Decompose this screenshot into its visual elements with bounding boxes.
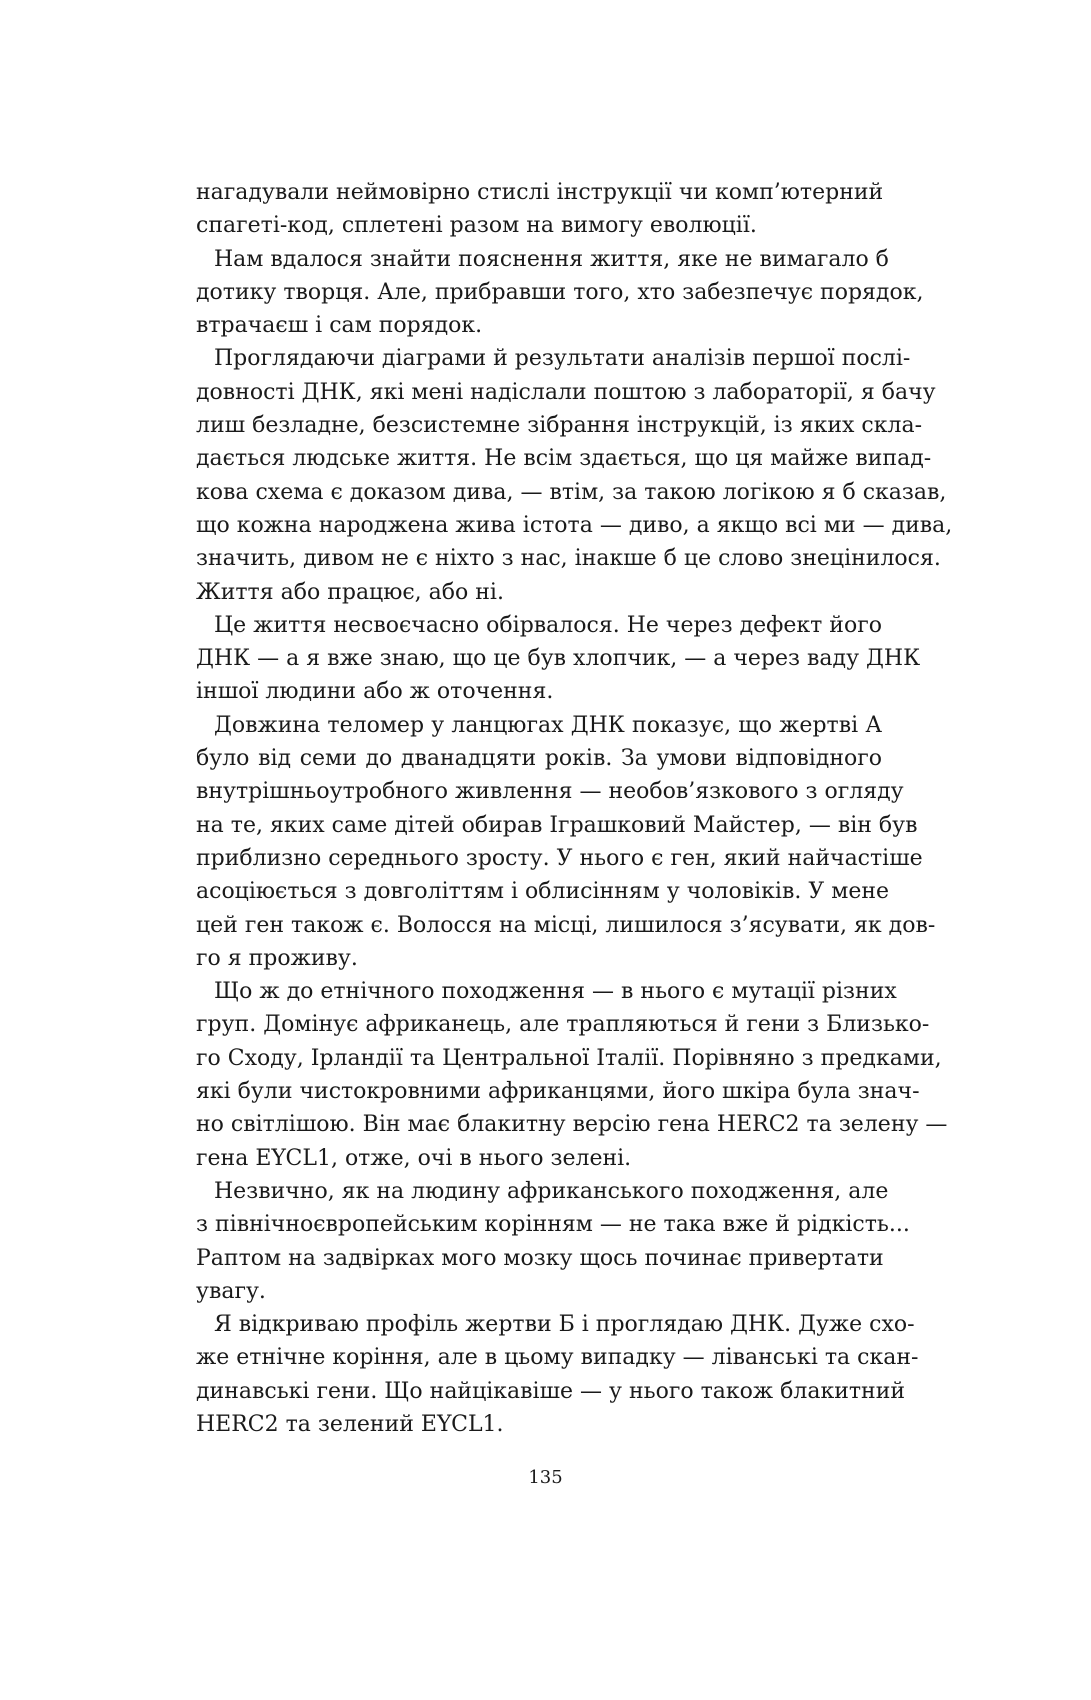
paragraph bbox=[196, 975, 948, 1175]
paragraph bbox=[196, 176, 882, 243]
text-line: HERC2 та зелений EYCL1. bbox=[196, 1411, 504, 1437]
paragraph bbox=[196, 1308, 919, 1441]
text-line: но світлішою. Він має блакитну версію гена HERC2 та зелену — bbox=[196, 1112, 948, 1138]
text-line: Незвично, як на людину африканського походження, але bbox=[214, 1178, 889, 1204]
text-line: Нам вдалося знайти пояснення життя, яке не вимагало б bbox=[214, 246, 889, 272]
text-line: що кожна народжена жива істота — диво, а якщо всі ми — дива, bbox=[196, 512, 953, 538]
text-line: Я відкриваю профіль жертви Б і проглядаю ДНК. Дуже схо- bbox=[214, 1312, 915, 1338]
text-line: приблизно середнього зросту. У нього є ген, який найчастіше bbox=[196, 845, 923, 871]
text-line: Довжина теломер у ланцюгах ДНК показує, що жертві А bbox=[214, 712, 882, 738]
paragraph bbox=[196, 1175, 910, 1308]
text-line: цей ген також є. Волосся на місці, лишилося з’ясувати, як дов- bbox=[196, 912, 936, 938]
text-line: довності ДНК, які мені надіслали поштою з лабораторії, я бачу bbox=[196, 379, 936, 405]
page-number: 135 bbox=[528, 1467, 563, 1488]
paragraph bbox=[196, 243, 924, 343]
text-line: го я проживу. bbox=[196, 945, 358, 971]
text-line: дотику творця. Але, прибравши того, хто забезпечує порядок, bbox=[196, 279, 924, 305]
text-line: внутрішньоутробного живлення — необов’язкового з огляду bbox=[196, 779, 904, 805]
text-line: го Сходу, Ірландії та Центральної Італії. Порівняно з предками, bbox=[196, 1045, 942, 1071]
text-line: втрачаєш і сам порядок. bbox=[196, 313, 483, 339]
text-line: груп. Домінує африканець, але трапляються й гени з Близько- bbox=[196, 1012, 930, 1038]
text-line: же етнічне коріння, але в цьому випадку — ліванські та скан- bbox=[196, 1345, 919, 1371]
text-line: на те, яких саме дітей обирав Іграшковий Майстер, — він був bbox=[196, 812, 918, 838]
text-line: Це життя несвоєчасно обірвалося. Не через дефект його bbox=[214, 612, 882, 638]
text-line: іншої людини або ж оточення. bbox=[196, 679, 554, 705]
text-line: Раптом на задвірках мого мозку щось починає привертати bbox=[196, 1245, 884, 1271]
text-line: нагадували неймовірно стислі інструкції чи комп’ютерний bbox=[196, 180, 884, 205]
paragraph bbox=[196, 609, 921, 709]
text-line: спагеті-код, сплетені разом на вимогу еволюції. bbox=[196, 213, 757, 239]
text-line: кова схема є доказом дива, — втім, за такою логікою я б сказав, bbox=[196, 479, 947, 505]
text-line: гена EYCL1, отже, очі в нього зелені. bbox=[196, 1145, 632, 1171]
text-line: ДНК — а я вже знаю, що це був хлопчик, — а через ваду ДНК bbox=[196, 646, 921, 672]
text-line: Життя або працює, або ні. bbox=[196, 579, 504, 605]
text-line: увагу. bbox=[196, 1278, 266, 1304]
paragraph bbox=[196, 342, 953, 608]
paragraph bbox=[196, 709, 936, 975]
page-body bbox=[196, 176, 953, 1441]
text-line: динавські гени. Що найцікавіше — у нього також блакитний bbox=[196, 1378, 906, 1404]
text-line: з північноєвропейським корінням — не така вже й рідкість... bbox=[196, 1212, 910, 1238]
text-line: які були чистокровними африканцями, його шкіра була знач- bbox=[196, 1079, 920, 1105]
text-line: асоціюється з довголіттям і облисінням у чоловіків. У мене bbox=[196, 879, 890, 905]
text-line: лиш безладне, безсистемне зібрання інструкцій, із яких скла- bbox=[196, 413, 922, 439]
text-line: Що ж до етнічного походження — в нього є мутації різних bbox=[214, 979, 897, 1005]
text-line: дається людське життя. Не всім здається, що ця майже випад- bbox=[196, 446, 932, 472]
text-line: Проглядаючи діаграми й результати аналізів першої послі- bbox=[214, 346, 911, 372]
text-line: було від семи до дванадцяти років. За умови відповідного bbox=[196, 746, 882, 772]
text-line: значить, дивом не є ніхто з нас, інакше б це слово знецінилося. bbox=[196, 546, 941, 572]
